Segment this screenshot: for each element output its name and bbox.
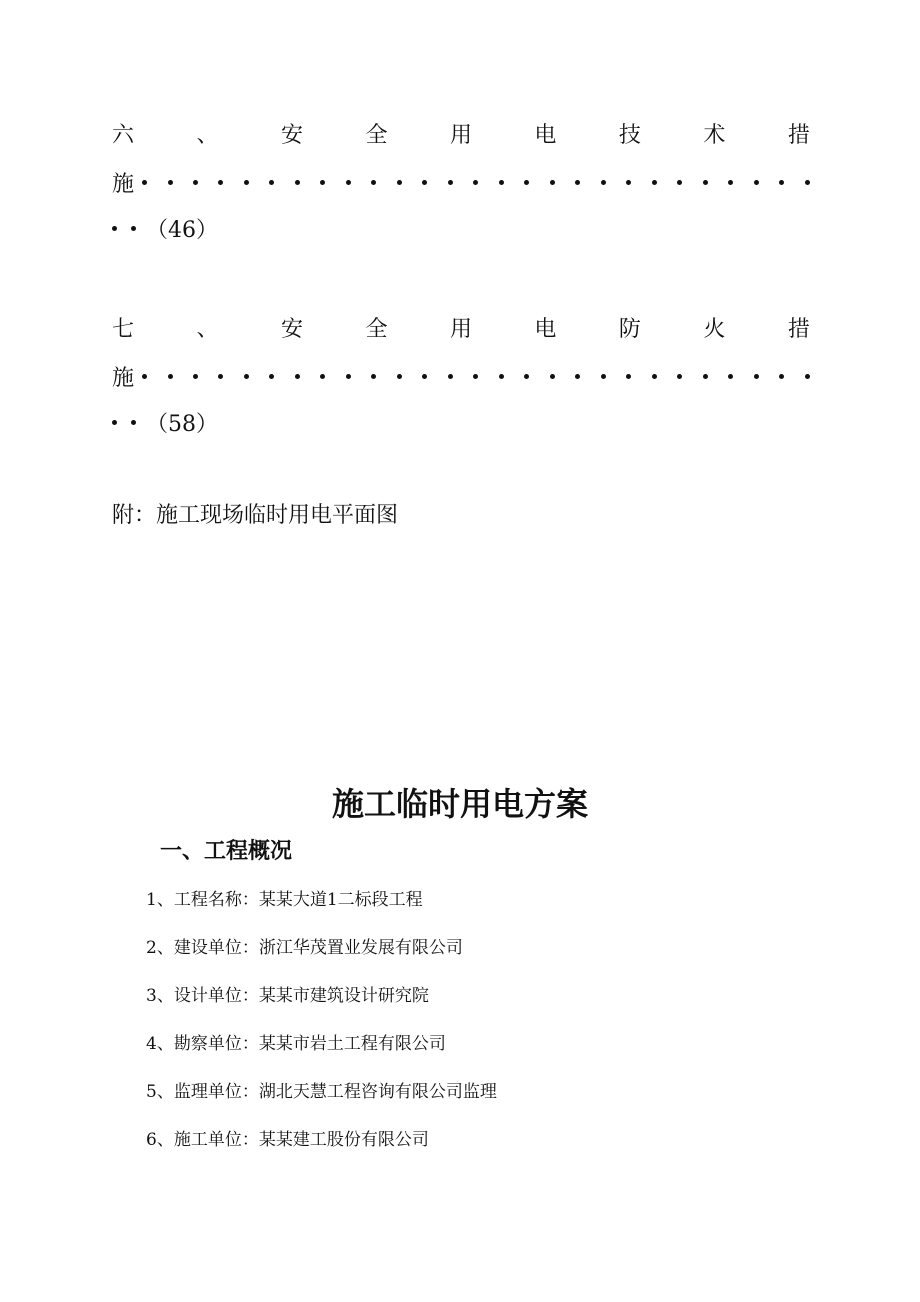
toc-page-line — [112, 205, 810, 251]
list-item: 6、施工单位：某某建工股份有限公司 — [146, 1130, 429, 1150]
leader-dot — [244, 180, 249, 185]
leader-dot — [131, 226, 136, 231]
leader-dot — [218, 374, 223, 379]
leader-dot — [244, 374, 249, 379]
leader-dot — [422, 180, 427, 185]
leader-dot — [652, 374, 657, 379]
leader-dot — [269, 374, 274, 379]
toc-char: 七 — [112, 317, 135, 342]
leader-dot — [346, 180, 351, 185]
leader-dot — [397, 374, 402, 379]
leader-dot — [142, 180, 147, 185]
toc-char: 电 — [534, 123, 557, 148]
toc-char: 安 — [280, 123, 303, 148]
leader-dot — [601, 180, 606, 185]
toc-char: 措 — [787, 123, 810, 148]
leader-dot — [112, 420, 117, 425]
toc-page-number: （58） — [146, 411, 218, 437]
leader-dot — [448, 180, 453, 185]
leader-dot — [371, 180, 376, 185]
list-item: 1、工程名称：某某大道1二标段工程 — [146, 890, 423, 910]
leader-dot — [550, 374, 555, 379]
toc-char: 全 — [365, 123, 388, 148]
toc-char: 、 — [196, 317, 219, 342]
leader-dot — [499, 374, 504, 379]
leader-dot — [371, 374, 376, 379]
leader-dot — [805, 374, 810, 379]
list-item: 5、监理单位：湖北天慧工程咨询有限公司监理 — [146, 1082, 497, 1102]
toc-entry-6[interactable] — [112, 113, 810, 251]
leader-dot — [473, 374, 478, 379]
leader-dot — [524, 180, 529, 185]
leader-dot — [295, 180, 300, 185]
leader-dot — [168, 374, 173, 379]
leader-dot — [473, 180, 478, 185]
leader-dot — [524, 374, 529, 379]
toc-char: 、 — [196, 123, 219, 148]
leader-dot — [626, 180, 631, 185]
leader-dot — [575, 180, 580, 185]
leader-dot — [626, 374, 631, 379]
leader-dot — [779, 374, 784, 379]
toc-char: 术 — [703, 123, 726, 148]
toc-leader-line — [112, 159, 810, 205]
toc-lead-char: 施 — [112, 365, 135, 391]
leader-dot — [805, 180, 810, 185]
dot-leader — [142, 374, 810, 379]
toc-char: 六 — [112, 123, 135, 148]
toc-char: 用 — [449, 317, 472, 342]
leader-dot — [218, 180, 223, 185]
leader-dot — [448, 374, 453, 379]
project-info-list — [146, 880, 497, 1168]
toc-char: 防 — [618, 317, 641, 342]
page-title: 施工临时用电方案 — [331, 785, 588, 823]
toc-char: 电 — [534, 317, 557, 342]
leader-dot — [652, 180, 657, 185]
toc-entry-title — [112, 113, 810, 159]
leader-dot — [168, 180, 173, 185]
leader-dot — [601, 374, 606, 379]
leader-dot — [779, 180, 784, 185]
toc-char: 措 — [787, 317, 810, 342]
toc-page-number: （46） — [146, 217, 218, 243]
leader-dot — [320, 374, 325, 379]
dot-leader — [142, 180, 810, 185]
list-item: 3、设计单位：某某市建筑设计研究院 — [146, 986, 429, 1006]
leader-dot — [397, 180, 402, 185]
section-heading: 一、工程概况 — [160, 839, 293, 864]
leader-dot — [131, 420, 136, 425]
list-item: 4、勘察单位：某某市岩土工程有限公司 — [146, 1034, 446, 1054]
leader-dot — [269, 180, 274, 185]
toc-char: 火 — [703, 317, 726, 342]
leader-dot — [320, 180, 325, 185]
leader-dot — [193, 374, 198, 379]
leader-dot — [193, 180, 198, 185]
leader-dot — [754, 180, 759, 185]
list-item: 2、建设单位：浙江华茂置业发展有限公司 — [146, 938, 463, 958]
toc-char: 全 — [365, 317, 388, 342]
leader-dot — [346, 374, 351, 379]
leader-dot — [575, 374, 580, 379]
toc-char: 安 — [280, 317, 303, 342]
leader-dot — [728, 374, 733, 379]
leader-dot — [295, 374, 300, 379]
leader-dot — [703, 180, 708, 185]
toc-entry-7[interactable] — [112, 307, 810, 445]
leader-dot — [677, 180, 682, 185]
toc-leader-line — [112, 353, 810, 399]
leader-dot — [142, 374, 147, 379]
toc-char: 用 — [449, 123, 472, 148]
leader-dot — [422, 374, 427, 379]
toc-lead-char: 施 — [112, 171, 135, 197]
leader-dot — [499, 180, 504, 185]
appendix-line: 附：施工现场临时用电平面图 — [112, 503, 399, 528]
leader-dot — [550, 180, 555, 185]
leader-dot — [703, 374, 708, 379]
leader-dot — [677, 374, 682, 379]
leader-dot — [728, 180, 733, 185]
toc-entry-title — [112, 307, 810, 353]
toc-char: 技 — [618, 123, 641, 148]
leader-dot — [754, 374, 759, 379]
leader-dot — [112, 226, 117, 231]
toc-page-line — [112, 399, 810, 445]
